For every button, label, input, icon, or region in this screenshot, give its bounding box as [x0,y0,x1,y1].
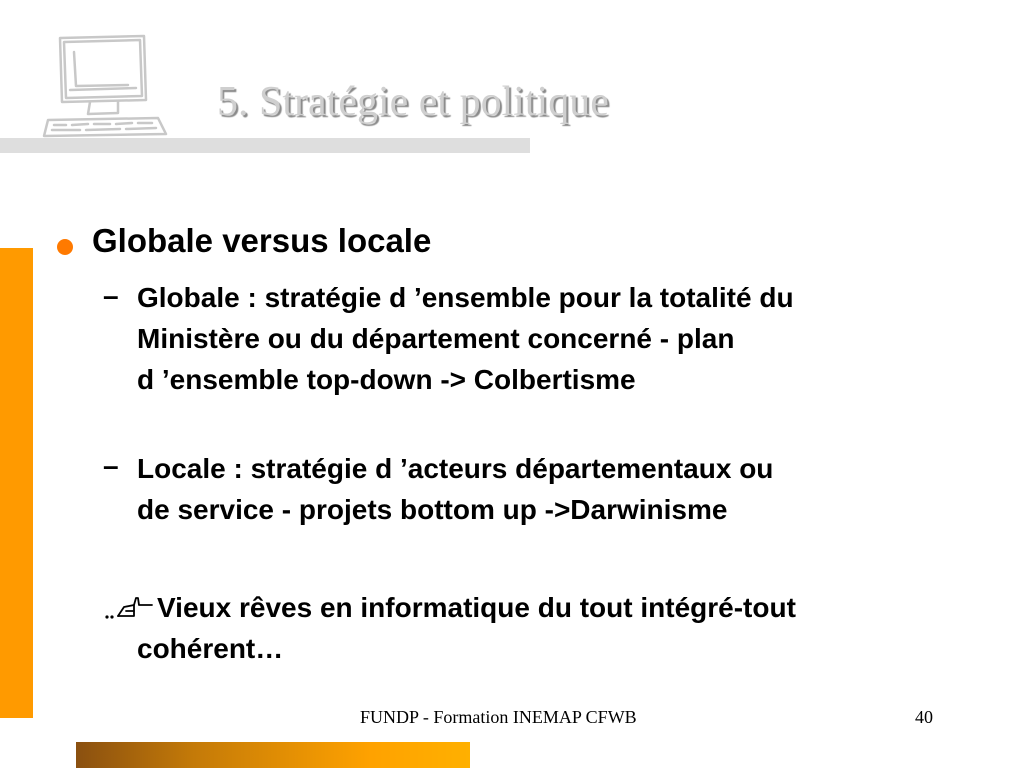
page-number: 40 [915,707,933,727]
footer-text: FUNDP - Formation INEMAP CFWB [360,707,637,727]
bullet-dot-icon [57,239,73,255]
sub-bullet-line: Vieux rêves en informatique du tout intégré-tout [157,592,796,623]
sub-bullet-line: Locale : stratégie d ’acteurs départementaux ou [137,453,774,484]
title-underline-bar [0,138,530,153]
bottom-accent-bar [76,742,470,768]
sub-bullet-line: d ’ensemble top-down -> Colbertisme [137,364,636,395]
dash-marker: – [103,280,119,311]
dash-marker: – [103,450,119,481]
bullet-main: Globale versus locale [92,222,432,259]
sub-bullet-vieux-reves [137,587,796,669]
sub-bullet-line: cohérent… [137,633,284,664]
sub-bullet-line: Ministère ou du département concerné - plan [137,323,735,354]
sub-bullet-globale [137,277,794,400]
computer-sketch-icon [40,30,170,145]
sub-bullet-line: Globale : stratégie d ’ensemble pour la totalité du [137,282,794,313]
sub-bullet-line: de service - projets bottom up ->Darwinisme [137,494,728,525]
slide-title: 5. Stratégie et politique [217,79,609,125]
sub-bullet-locale [137,448,773,530]
left-accent-bar [0,248,33,718]
